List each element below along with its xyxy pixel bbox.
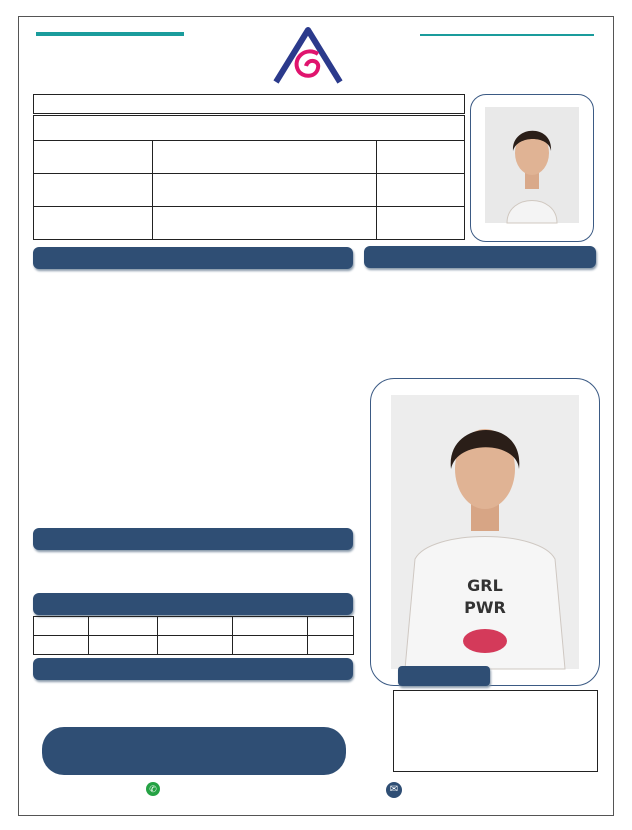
- arabic-tagline: [420, 34, 594, 36]
- email-icon: ✉: [386, 782, 402, 798]
- contract-label: [34, 174, 153, 207]
- salary-label: [34, 207, 153, 240]
- main-info-table: [33, 115, 465, 240]
- logo-tagline: [36, 32, 184, 36]
- shirt-print: GRL: [467, 576, 503, 595]
- employment-header: [33, 593, 353, 615]
- country-value: [89, 617, 158, 636]
- full-name-ar: [376, 116, 465, 141]
- skills-header: [33, 658, 353, 680]
- remarks-header: [398, 666, 490, 686]
- group10-logo: [36, 28, 192, 90]
- post-label: [34, 141, 153, 174]
- employment-table: [33, 616, 354, 655]
- country-col-4: [233, 617, 308, 636]
- post-value: [153, 141, 377, 174]
- country-col-3: [158, 617, 233, 636]
- details-header: [33, 247, 353, 269]
- salary-value: [153, 207, 377, 240]
- period-ar: [308, 636, 354, 655]
- period-col-3: [158, 636, 233, 655]
- period-col-2: [89, 636, 158, 655]
- post-ar: [376, 141, 465, 174]
- country-label: [34, 617, 89, 636]
- period-label: [34, 636, 89, 655]
- declaration: [42, 727, 346, 775]
- office-row: [33, 94, 465, 114]
- svg-text:PWR: PWR: [464, 598, 506, 617]
- logo-emblem-icon: [270, 24, 346, 88]
- whatsapp-icon: ✆: [146, 782, 160, 796]
- country-ar: [308, 617, 354, 636]
- portrait-photo-full: [370, 378, 600, 686]
- period-col-4: [233, 636, 308, 655]
- arabic-logo: [420, 30, 594, 88]
- contract-ar: [376, 174, 465, 207]
- contract-value: [153, 174, 377, 207]
- portrait-photo-small: [470, 94, 594, 242]
- language-header: [33, 528, 353, 550]
- salary-ar: [376, 207, 465, 240]
- remarks-text: [393, 690, 598, 772]
- passport-header: [364, 246, 596, 268]
